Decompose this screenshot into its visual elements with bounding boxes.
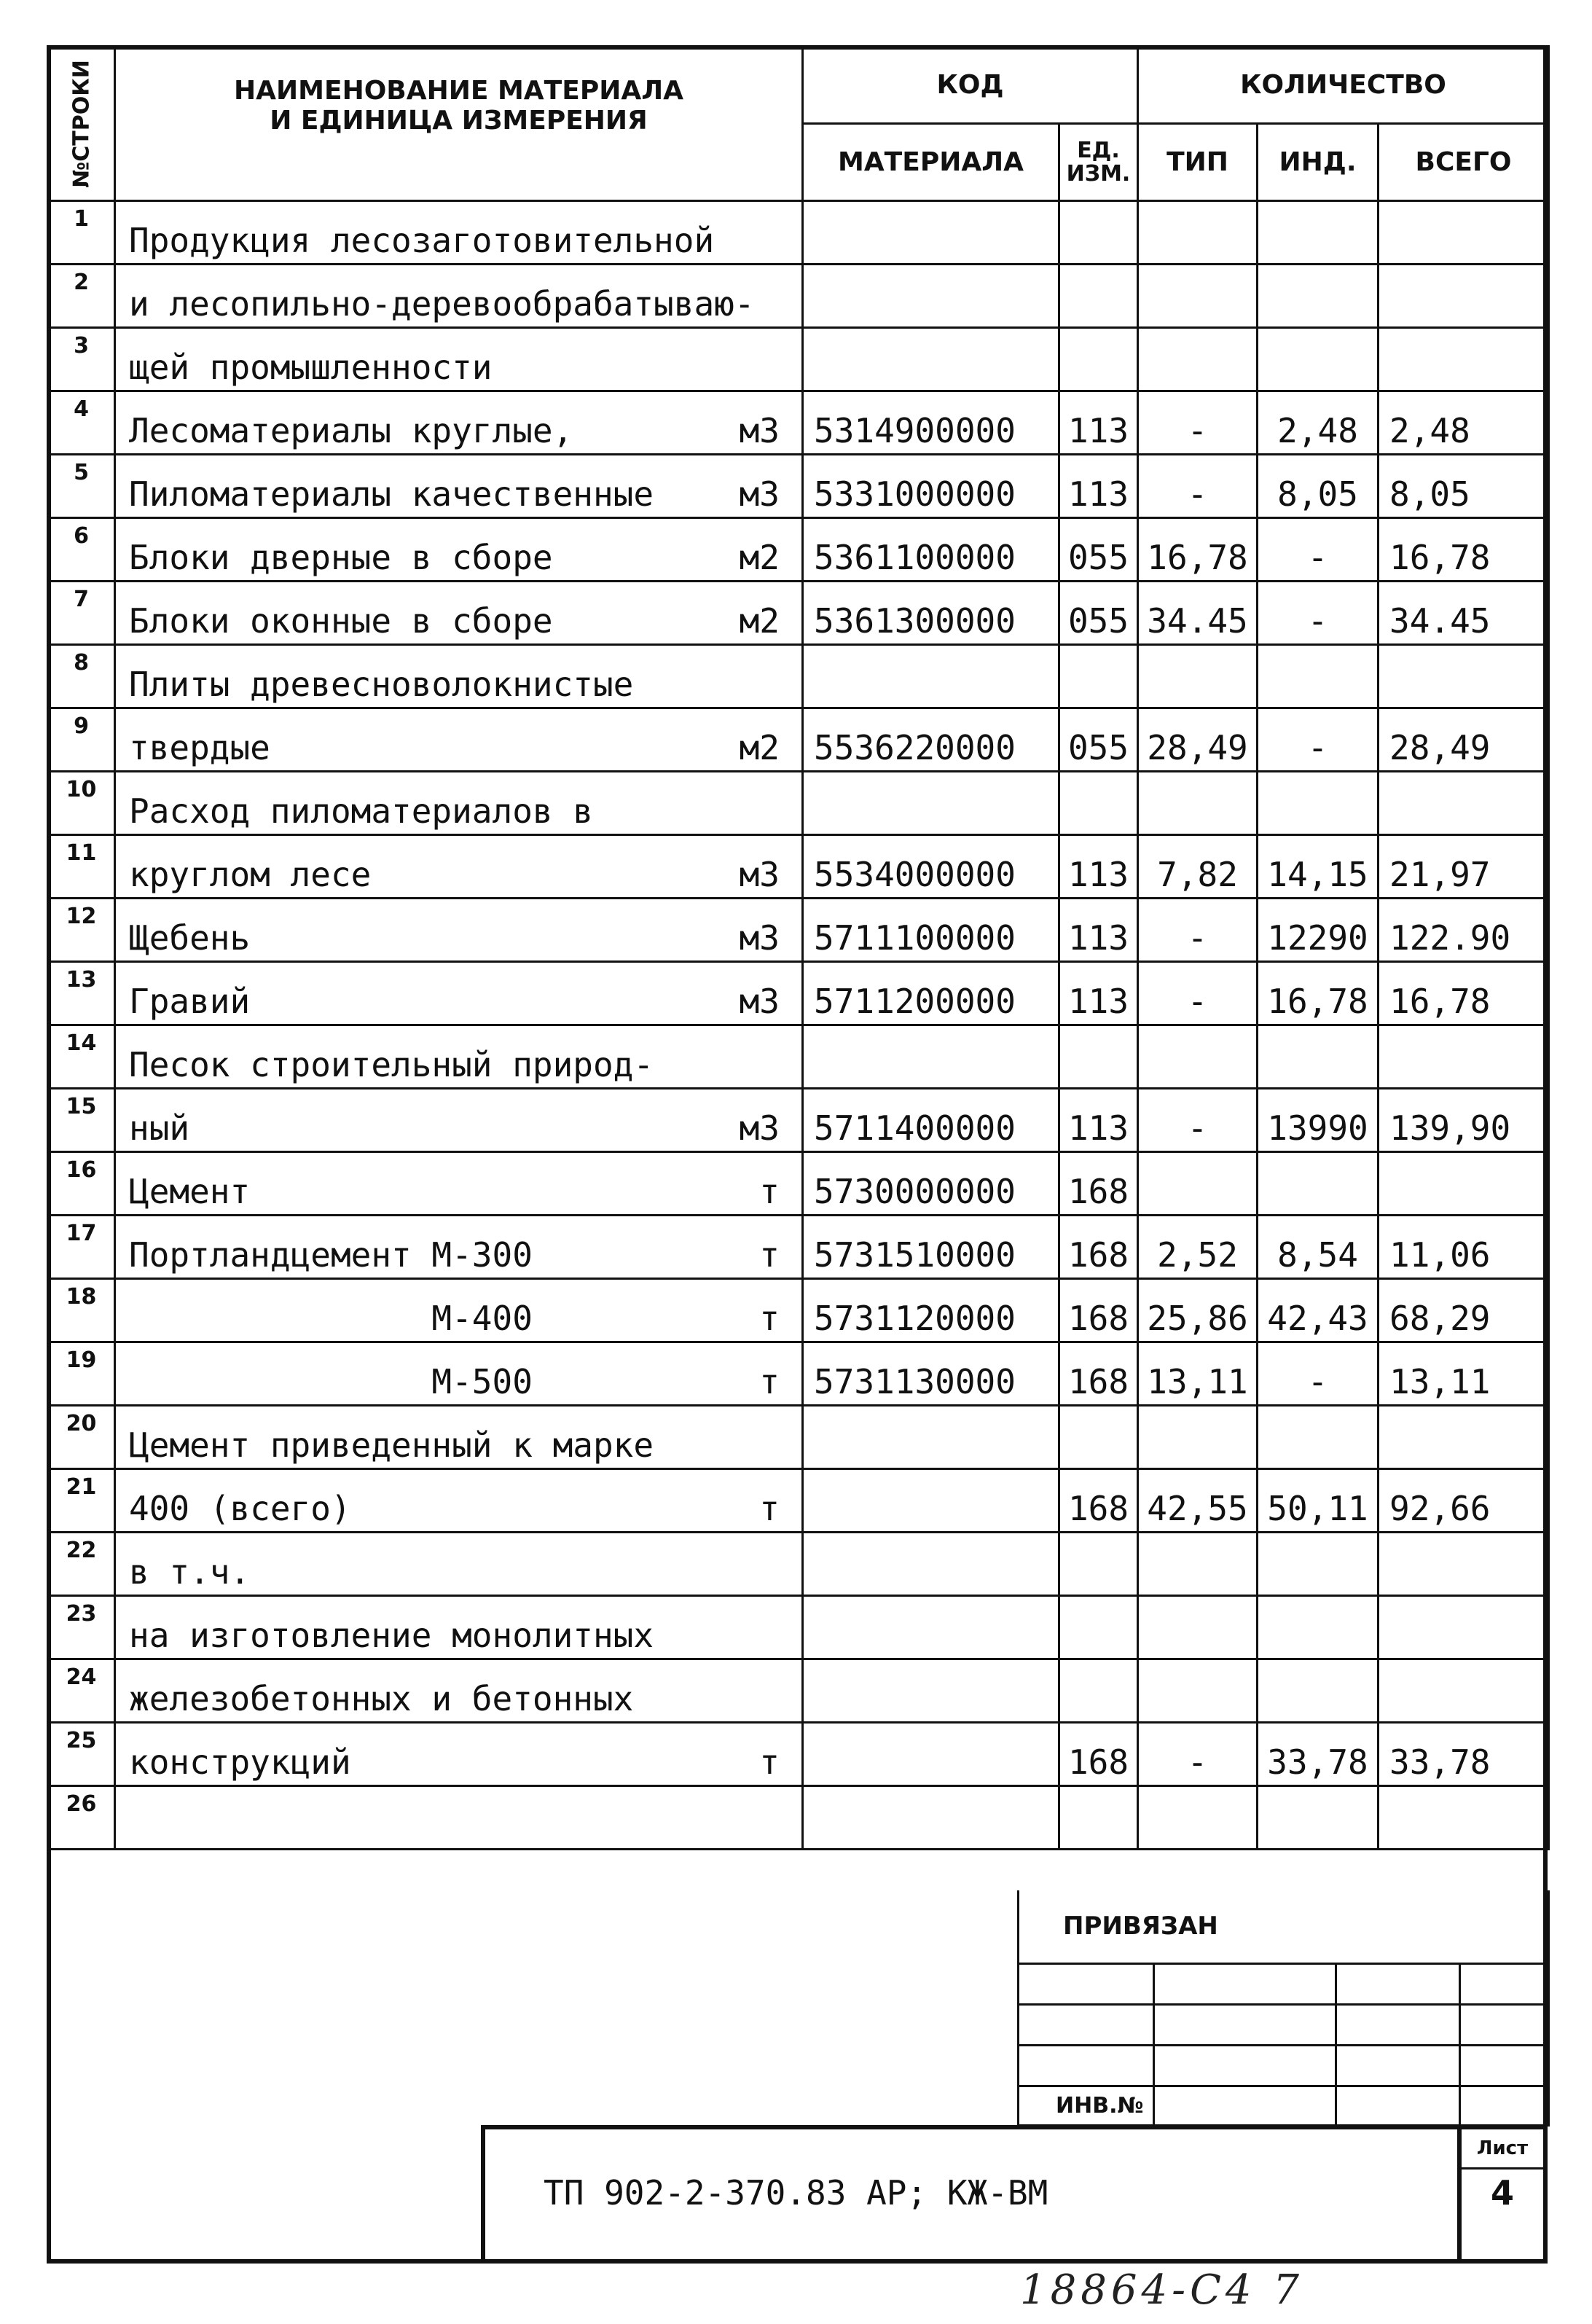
material-name — [115, 645, 803, 708]
table-row — [48, 582, 1549, 645]
row-number: 26 — [48, 1786, 115, 1850]
type-quantity — [1138, 1152, 1258, 1216]
table-row — [48, 328, 1549, 391]
title-stamp — [481, 2125, 1548, 2264]
unit-of-measure: м3 — [739, 918, 780, 958]
table-body — [48, 201, 1549, 1850]
ind-quantity — [1258, 645, 1379, 708]
type-quantity: 34.45 — [1138, 582, 1258, 645]
type-quantity: - — [1138, 391, 1258, 455]
ind-quantity: 14,15 — [1258, 835, 1379, 899]
row-number: 19 — [48, 1342, 115, 1406]
unit-code: 168 — [1059, 1723, 1138, 1786]
total-quantity: 16,78 — [1379, 962, 1549, 1025]
material-name — [115, 1152, 803, 1216]
ind-quantity: 42,43 — [1258, 1279, 1379, 1342]
material-name-text: Щебень — [129, 918, 251, 958]
total-quantity — [1379, 201, 1549, 265]
row-number: 22 — [48, 1533, 115, 1596]
type-quantity — [1138, 1406, 1258, 1469]
material-code — [803, 772, 1059, 835]
material-name — [115, 455, 803, 518]
total-quantity: 2,48 — [1379, 391, 1549, 455]
material-code: 5534000000 — [803, 835, 1059, 899]
material-name-text: твердые — [129, 728, 270, 767]
material-code-header: МАТЕРИАЛА — [803, 124, 1059, 201]
material-name-text: на изготовление монолитных — [129, 1616, 654, 1655]
ind-quantity — [1258, 1406, 1379, 1469]
total-quantity: 8,05 — [1379, 455, 1549, 518]
total-quantity: 92,66 — [1379, 1469, 1549, 1533]
table-row — [48, 1152, 1549, 1216]
total-quantity — [1379, 1596, 1549, 1659]
ind-quantity — [1258, 201, 1379, 265]
material-name-text: щей промышленности — [129, 348, 493, 387]
table-row — [48, 835, 1549, 899]
material-name — [115, 1659, 803, 1723]
total-quantity: 139,90 — [1379, 1089, 1549, 1152]
row-number: 5 — [48, 455, 115, 518]
ind-quantity — [1258, 1152, 1379, 1216]
material-name-text: Продукция лесозаготовительной — [129, 221, 715, 260]
material-name — [115, 518, 803, 582]
material-code: 5314900000 — [803, 391, 1059, 455]
material-code: 5331000000 — [803, 455, 1059, 518]
row-number: 1 — [48, 201, 115, 265]
row-number: 9 — [48, 708, 115, 772]
material-code: 5731510000 — [803, 1216, 1059, 1279]
total-quantity — [1379, 1533, 1549, 1596]
total-quantity — [1379, 1406, 1549, 1469]
material-name — [115, 835, 803, 899]
total-quantity — [1379, 328, 1549, 391]
unit-code: 168 — [1059, 1469, 1138, 1533]
quantity-group-header: КОЛИЧЕСТВО — [1138, 47, 1549, 124]
unit-code: 113 — [1059, 455, 1138, 518]
material-name — [115, 391, 803, 455]
material-name — [115, 962, 803, 1025]
sheet-label: Лист — [1462, 2129, 1543, 2170]
unit-code — [1059, 1406, 1138, 1469]
row-number: 17 — [48, 1216, 115, 1279]
material-name — [115, 1786, 803, 1850]
ind-quantity: 13990 — [1258, 1089, 1379, 1152]
row-number: 3 — [48, 328, 115, 391]
ind-quantity: 50,11 — [1258, 1469, 1379, 1533]
material-name — [115, 265, 803, 328]
unit-code-header-line-2: ИЗМ. — [1066, 160, 1131, 187]
type-quantity: 13,11 — [1138, 1342, 1258, 1406]
unit-of-measure: т — [759, 1742, 780, 1782]
material-name-text: М-400 — [129, 1299, 533, 1338]
ind-quantity: 12290 — [1258, 899, 1379, 962]
ind-quantity: - — [1258, 1342, 1379, 1406]
material-code — [803, 1025, 1059, 1089]
total-quantity: 16,78 — [1379, 518, 1549, 582]
material-name — [115, 772, 803, 835]
binding-block — [1017, 1890, 1548, 2125]
name-header-line-2: И ЕДИНИЦА ИЗМЕРЕНИЯ — [270, 105, 648, 136]
table-row — [48, 455, 1549, 518]
unit-of-measure: т — [759, 1489, 780, 1528]
row-number: 2 — [48, 265, 115, 328]
material-name-text: М-500 — [129, 1362, 533, 1401]
material-name-text: Блоки дверные в сборе — [129, 538, 553, 577]
type-quantity — [1138, 772, 1258, 835]
material-code: 5711100000 — [803, 899, 1059, 962]
row-number-header — [48, 47, 115, 201]
material-name — [115, 1533, 803, 1596]
total-quantity — [1379, 1786, 1549, 1850]
table-row — [48, 1533, 1549, 1596]
material-name-text: конструкций — [129, 1742, 351, 1782]
unit-code: 113 — [1059, 899, 1138, 962]
ind-quantity: - — [1258, 708, 1379, 772]
unit-code — [1059, 1025, 1138, 1089]
total-quantity: 122.90 — [1379, 899, 1549, 962]
ind-quantity — [1258, 1533, 1379, 1596]
table-row — [48, 1596, 1549, 1659]
material-name-text: Лесоматериалы круглые, — [129, 411, 573, 450]
ind-header: ИНД. — [1258, 124, 1379, 201]
material-name-text: Песок строительный природ- — [129, 1045, 654, 1084]
unit-code: 055 — [1059, 708, 1138, 772]
table-row — [48, 1469, 1549, 1533]
row-number: 11 — [48, 835, 115, 899]
material-name-text: Пиломатериалы качественные — [129, 474, 654, 514]
type-quantity: 2,52 — [1138, 1216, 1258, 1279]
total-quantity — [1379, 772, 1549, 835]
type-quantity: 16,78 — [1138, 518, 1258, 582]
sheet-number: 4 — [1490, 2173, 1514, 2213]
table-row — [48, 1089, 1549, 1152]
type-quantity — [1138, 328, 1258, 391]
name-header-line-1: НАИМЕНОВАНИЕ МАТЕРИАЛА — [234, 75, 683, 106]
table-row — [48, 1786, 1549, 1850]
material-name — [115, 1089, 803, 1152]
material-code — [803, 1596, 1059, 1659]
type-quantity: 42,55 — [1138, 1469, 1258, 1533]
row-number: 15 — [48, 1089, 115, 1152]
ind-quantity: 8,54 — [1258, 1216, 1379, 1279]
ind-quantity: 33,78 — [1258, 1723, 1379, 1786]
row-number: 14 — [48, 1025, 115, 1089]
material-name-text: Блоки оконные в сборе — [129, 601, 553, 641]
material-code — [803, 1659, 1059, 1723]
material-code — [803, 1786, 1059, 1850]
unit-code — [1059, 1659, 1138, 1723]
unit-code-header-line-1: ЕД. — [1077, 137, 1120, 163]
total-quantity: 11,06 — [1379, 1216, 1549, 1279]
material-name — [115, 1342, 803, 1406]
table-row — [48, 1659, 1549, 1723]
type-quantity — [1138, 1659, 1258, 1723]
material-name — [115, 708, 803, 772]
material-code — [803, 1469, 1059, 1533]
unit-code: 113 — [1059, 835, 1138, 899]
type-header: ТИП — [1138, 124, 1258, 201]
ind-quantity: - — [1258, 582, 1379, 645]
unit-of-measure: м2 — [739, 601, 780, 641]
material-code: 5361100000 — [803, 518, 1059, 582]
table-row — [48, 1406, 1549, 1469]
total-header: ВСЕГО — [1379, 124, 1549, 201]
ind-quantity — [1258, 1025, 1379, 1089]
material-name — [115, 1469, 803, 1533]
table-row — [48, 708, 1549, 772]
table-row — [48, 1216, 1549, 1279]
material-code — [803, 645, 1059, 708]
unit-of-measure: м3 — [739, 474, 780, 514]
ind-quantity — [1258, 1659, 1379, 1723]
total-quantity — [1379, 265, 1549, 328]
unit-code — [1059, 772, 1138, 835]
row-number-header-label: №СТРОКИ — [68, 59, 94, 188]
unit-of-measure: м2 — [739, 538, 780, 577]
unit-code: 113 — [1059, 962, 1138, 1025]
material-code — [803, 1723, 1059, 1786]
unit-code — [1059, 1596, 1138, 1659]
total-quantity — [1379, 1152, 1549, 1216]
unit-of-measure: т — [759, 1299, 780, 1338]
type-quantity: 7,82 — [1138, 835, 1258, 899]
ind-quantity — [1258, 1786, 1379, 1850]
type-quantity — [1138, 265, 1258, 328]
unit-code: 113 — [1059, 1089, 1138, 1152]
ind-quantity — [1258, 328, 1379, 391]
unit-code: 168 — [1059, 1342, 1138, 1406]
ind-quantity — [1258, 265, 1379, 328]
unit-code: 055 — [1059, 582, 1138, 645]
material-code: 5711400000 — [803, 1089, 1059, 1152]
material-name-text: Портландцемент М-300 — [129, 1235, 533, 1275]
material-name — [115, 582, 803, 645]
row-number: 7 — [48, 582, 115, 645]
material-name — [115, 899, 803, 962]
total-quantity: 68,29 — [1379, 1279, 1549, 1342]
total-quantity: 28,49 — [1379, 708, 1549, 772]
row-number: 12 — [48, 899, 115, 962]
handwritten-note: 18864-С4 7 — [1020, 2266, 1303, 2314]
document-code: ТП 902-2-370.83 АР; КЖ-ВМ — [544, 2173, 1048, 2213]
type-quantity — [1138, 1596, 1258, 1659]
material-name-text: круглом лесе — [129, 855, 372, 894]
material-name-text: Цемент приведенный к марке — [129, 1425, 654, 1465]
sheet-number-box — [1457, 2129, 1543, 2259]
unit-code: 168 — [1059, 1216, 1138, 1279]
material-name-text: в т.ч. — [129, 1552, 251, 1592]
table-row — [48, 772, 1549, 835]
unit-code — [1059, 1786, 1138, 1850]
row-number: 8 — [48, 645, 115, 708]
type-quantity: - — [1138, 962, 1258, 1025]
material-name-text: Гравий — [129, 982, 251, 1021]
ind-quantity — [1258, 1596, 1379, 1659]
material-code — [803, 265, 1059, 328]
material-name-text: Цемент — [129, 1172, 251, 1211]
unit-of-measure: м3 — [739, 1108, 780, 1148]
row-number: 23 — [48, 1596, 115, 1659]
binding-table — [1017, 1890, 1550, 2127]
code-group-header: КОД — [803, 47, 1138, 124]
material-name-text: ный — [129, 1108, 190, 1148]
unit-code: 055 — [1059, 518, 1138, 582]
material-code: 5361300000 — [803, 582, 1059, 645]
material-name — [115, 1279, 803, 1342]
unit-of-measure: т — [759, 1172, 780, 1211]
material-name-text: железобетонных и бетонных — [129, 1679, 634, 1718]
ind-quantity: - — [1258, 518, 1379, 582]
material-code — [803, 1406, 1059, 1469]
unit-code-header — [1059, 124, 1138, 201]
type-quantity: - — [1138, 1089, 1258, 1152]
material-name — [115, 1216, 803, 1279]
inventory-number-label: ИНВ.№ — [1019, 2086, 1154, 2125]
material-code: 5731120000 — [803, 1279, 1059, 1342]
type-quantity: - — [1138, 1723, 1258, 1786]
material-name-text: и лесопильно-деревообрабатываю- — [129, 284, 755, 324]
material-code: 5730000000 — [803, 1152, 1059, 1216]
table-row — [48, 518, 1549, 582]
total-quantity: 21,97 — [1379, 835, 1549, 899]
unit-code: 113 — [1059, 391, 1138, 455]
table-row — [48, 1723, 1549, 1786]
material-name-text: Расход пиломатериалов в — [129, 791, 593, 831]
material-name — [115, 328, 803, 391]
material-name — [115, 1596, 803, 1659]
material-name — [115, 1406, 803, 1469]
table-row — [48, 899, 1549, 962]
unit-code: 168 — [1059, 1279, 1138, 1342]
material-name-text: Плиты древесноволокнистые — [129, 665, 634, 704]
ind-quantity — [1258, 772, 1379, 835]
unit-of-measure: т — [759, 1362, 780, 1401]
material-name-text: 400 (всего) — [129, 1489, 351, 1528]
material-code — [803, 328, 1059, 391]
total-quantity: 34.45 — [1379, 582, 1549, 645]
material-code: 5536220000 — [803, 708, 1059, 772]
material-name — [115, 1723, 803, 1786]
materials-table — [47, 45, 1550, 1850]
unit-code — [1059, 201, 1138, 265]
row-number: 6 — [48, 518, 115, 582]
row-number: 16 — [48, 1152, 115, 1216]
table-row — [48, 201, 1549, 265]
row-number: 18 — [48, 1279, 115, 1342]
type-quantity — [1138, 201, 1258, 265]
total-quantity — [1379, 645, 1549, 708]
row-number: 20 — [48, 1406, 115, 1469]
unit-code — [1059, 328, 1138, 391]
unit-code — [1059, 265, 1138, 328]
type-quantity: 25,86 — [1138, 1279, 1258, 1342]
row-number: 21 — [48, 1469, 115, 1533]
row-number: 4 — [48, 391, 115, 455]
table-row — [48, 1279, 1549, 1342]
table-row — [48, 1342, 1549, 1406]
unit-of-measure: м3 — [739, 855, 780, 894]
type-quantity: 28,49 — [1138, 708, 1258, 772]
name-header — [115, 47, 803, 201]
type-quantity: - — [1138, 455, 1258, 518]
unit-of-measure: м3 — [739, 411, 780, 450]
type-quantity — [1138, 1786, 1258, 1850]
total-quantity: 33,78 — [1379, 1723, 1549, 1786]
ind-quantity: 16,78 — [1258, 962, 1379, 1025]
table-row — [48, 391, 1549, 455]
material-code: 5731130000 — [803, 1342, 1059, 1406]
type-quantity — [1138, 1025, 1258, 1089]
table-row — [48, 645, 1549, 708]
type-quantity — [1138, 1533, 1258, 1596]
unit-of-measure: м2 — [739, 728, 780, 767]
unit-code — [1059, 645, 1138, 708]
material-name — [115, 1025, 803, 1089]
row-number: 10 — [48, 772, 115, 835]
material-name — [115, 201, 803, 265]
material-code — [803, 1533, 1059, 1596]
row-number: 24 — [48, 1659, 115, 1723]
binding-label: ПРИВЯЗАН — [1019, 1890, 1549, 1963]
table-row — [48, 1025, 1549, 1089]
total-quantity: 13,11 — [1379, 1342, 1549, 1406]
total-quantity — [1379, 1659, 1549, 1723]
row-number: 25 — [48, 1723, 115, 1786]
type-quantity: - — [1138, 899, 1258, 962]
material-code — [803, 201, 1059, 265]
unit-code: 168 — [1059, 1152, 1138, 1216]
ind-quantity: 2,48 — [1258, 391, 1379, 455]
material-code: 5711200000 — [803, 962, 1059, 1025]
table-row — [48, 962, 1549, 1025]
ind-quantity: 8,05 — [1258, 455, 1379, 518]
unit-of-measure: м3 — [739, 982, 780, 1021]
row-number: 13 — [48, 962, 115, 1025]
unit-of-measure: т — [759, 1235, 780, 1275]
table-row — [48, 265, 1549, 328]
type-quantity — [1138, 645, 1258, 708]
unit-code — [1059, 1533, 1138, 1596]
total-quantity — [1379, 1025, 1549, 1089]
